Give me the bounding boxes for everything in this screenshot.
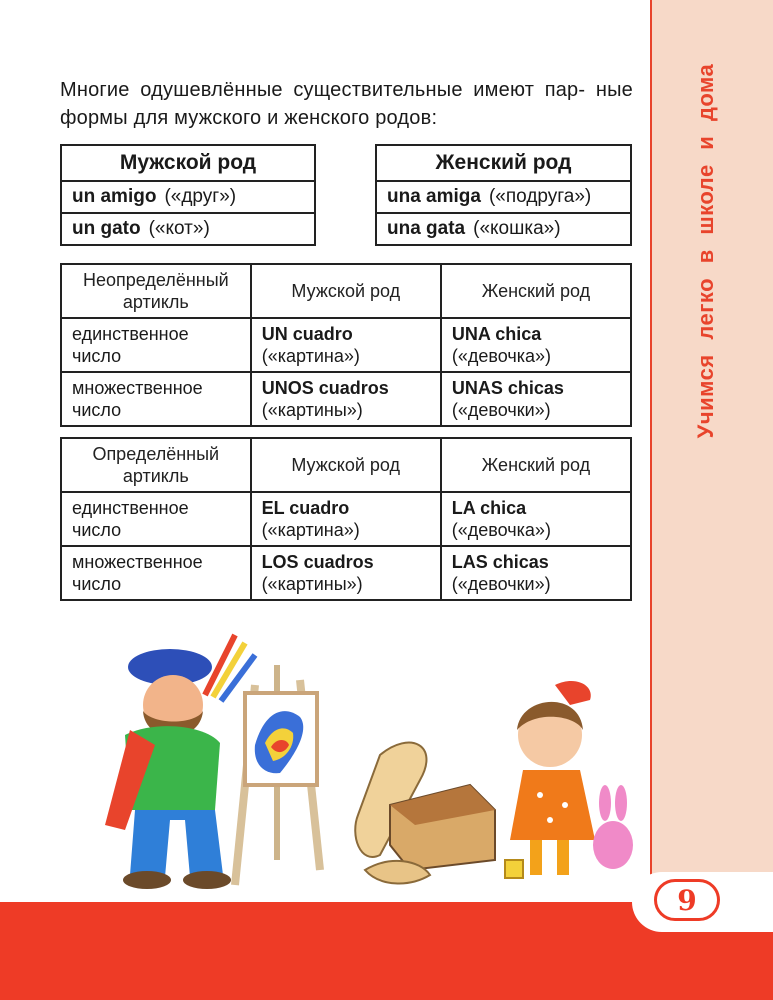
fem-ru: («девочка») [451, 520, 551, 540]
fem-cell [441, 546, 631, 600]
fem-es: UNA chica [451, 324, 542, 344]
feminine-es: una gata [387, 218, 466, 239]
masc-es: UNOS cuadros [261, 378, 389, 398]
fem-ru: («девочки») [451, 400, 551, 420]
feminine-row [376, 181, 631, 213]
fem-es: LA chica [451, 498, 527, 518]
feminine-ru: («кошка») [473, 218, 561, 239]
masculine-ru: («кот») [148, 218, 210, 239]
fem-ru: («девочка») [451, 346, 552, 366]
intro-paragraph: Многие одушевлённые существительные имеют пар- ные формы для мужского и женского родов: [60, 79, 633, 129]
masculine-es: un gato [72, 218, 141, 239]
feminine-row [376, 213, 631, 245]
masc-es: EL cuadro [261, 498, 350, 518]
indefinite-header-masc: Мужской род [251, 264, 441, 318]
girl-illustration [495, 675, 640, 890]
definite-header-fem: Женский род [441, 438, 631, 492]
indefinite-header-fem: Женский род [441, 264, 631, 318]
masculine-row [61, 181, 315, 213]
page-badge [632, 872, 773, 932]
masculine-row [61, 213, 315, 245]
masculine-header: Мужской род [61, 145, 315, 181]
definite-header-article: Определённый артикль [61, 438, 251, 492]
row-label: единственное число [61, 492, 251, 546]
fem-cell [441, 492, 631, 546]
easel-icon [235, 665, 320, 885]
row-label: множественное число [61, 546, 251, 600]
masc-es: LOS cuadros [261, 552, 374, 572]
masc-ru: («картины») [261, 574, 363, 594]
masc-cell [251, 492, 441, 546]
masc-es: UN cuadro [261, 324, 353, 344]
painter-illustration [95, 625, 335, 893]
masc-ru: («картина») [261, 520, 360, 540]
row-label: множественное число [61, 372, 251, 426]
feminine-es: una amiga [387, 186, 481, 207]
masc-cell [251, 546, 441, 600]
feminine-table [375, 144, 632, 246]
fem-es: UNAS chicas [451, 378, 564, 398]
masc-ru: («картина») [261, 346, 360, 366]
page-number: 9 [654, 879, 720, 921]
sidebar-title: Учимся легко в школе и дома [693, 63, 718, 439]
side-band-rule [650, 0, 652, 902]
bread-illustration [350, 735, 500, 890]
fem-cell [441, 372, 631, 426]
definite-header-masc: Мужской род [251, 438, 441, 492]
bread-icon [355, 743, 495, 884]
painter-icon [105, 635, 255, 889]
fem-cell [441, 318, 631, 372]
indefinite-article-table [60, 263, 632, 427]
indefinite-header-article: Неопределённый артикль [61, 264, 251, 318]
girl-icon [505, 681, 595, 878]
masc-cell [251, 372, 441, 426]
fem-ru: («девочки») [451, 574, 551, 594]
masc-ru: («картины») [261, 400, 363, 420]
masculine-es: un amigo [72, 186, 157, 207]
masculine-ru: («друг») [164, 186, 237, 207]
fem-es: LAS chicas [451, 552, 549, 572]
masc-cell [251, 318, 441, 372]
definite-article-table [60, 437, 632, 601]
row-label: единственное число [61, 318, 251, 372]
bunny-toy-icon [593, 785, 633, 869]
feminine-ru: («подруга») [488, 186, 592, 207]
feminine-header: Женский род [376, 145, 631, 181]
masculine-table [60, 144, 316, 246]
